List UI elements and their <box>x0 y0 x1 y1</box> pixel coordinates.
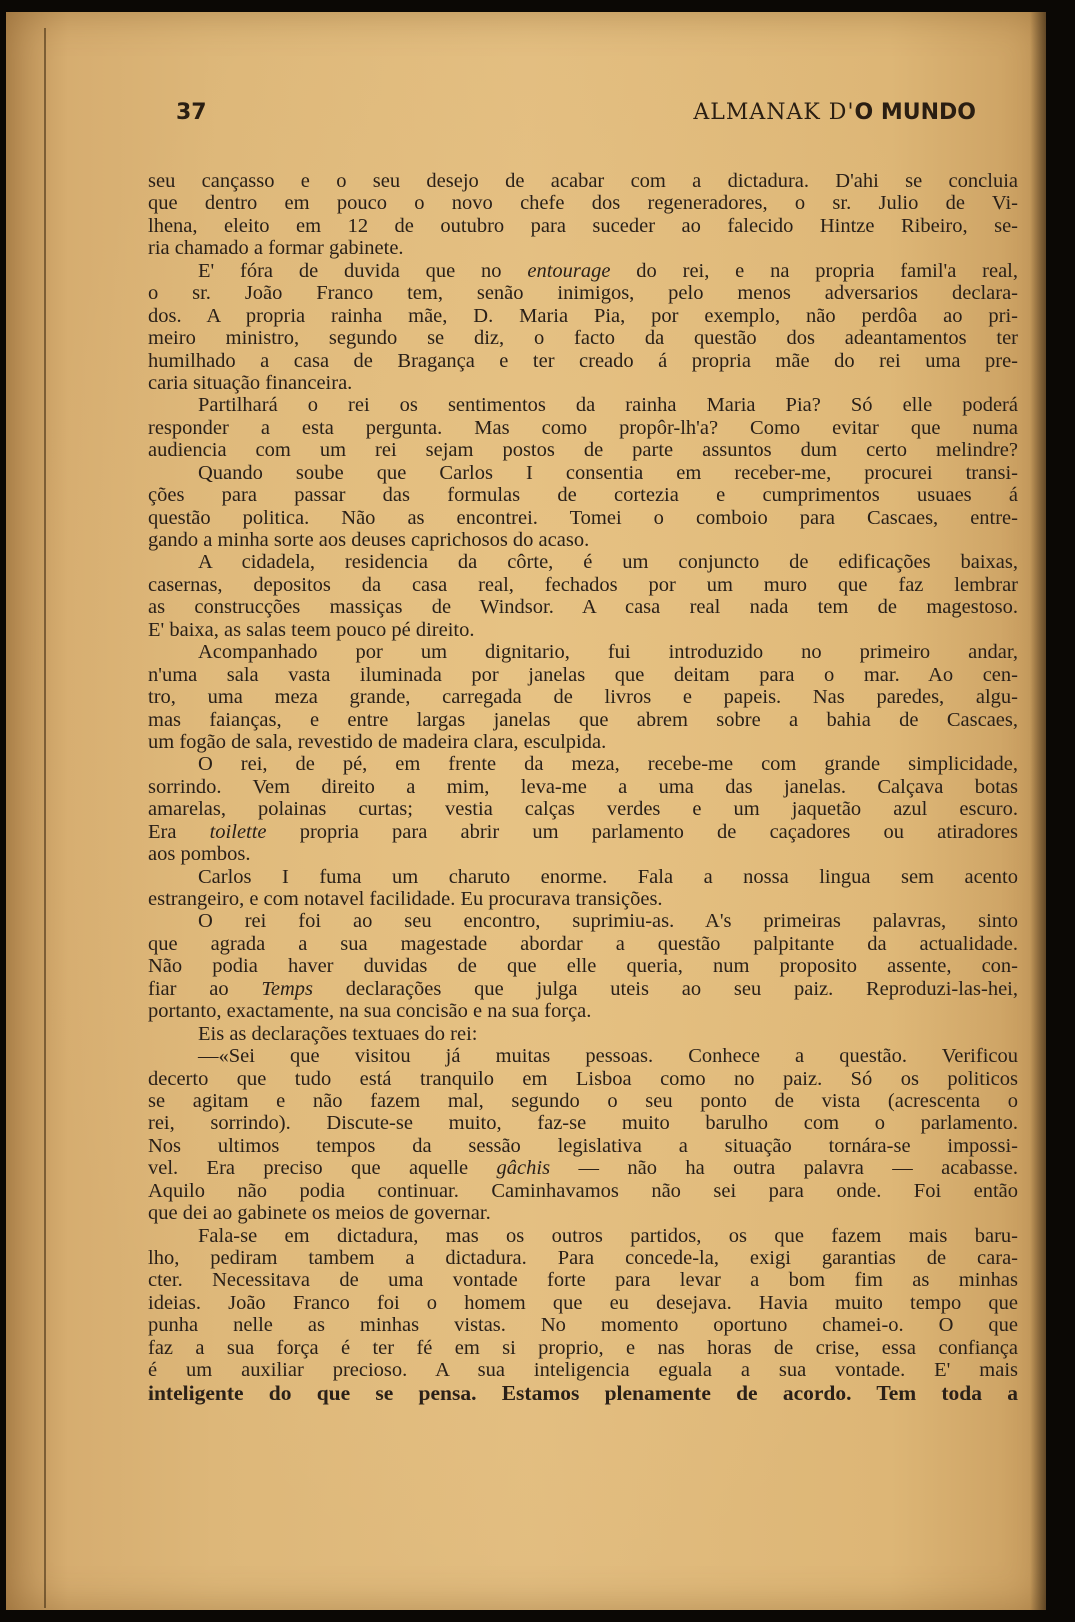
text-line: decerto que tudo está tranquilo em Lisboa como no paiz. Só os politicos <box>148 1067 1018 1090</box>
text-line: casernas, depositos da casa real, fechados por um muro que faz lembrar <box>148 573 1018 596</box>
text-line: aos pombos. <box>148 843 251 866</box>
text-line: E' fóra de duvida que no entourage do rei, e na propria famil'a real, <box>198 259 1018 282</box>
text-line: lho, pediram tambem a dictadura. Para concede-la, exigi garantias de cara- <box>148 1247 1018 1269</box>
running-head-prefix: ALMANAK D' <box>693 100 855 125</box>
text-line: cter. Necessitava de uma vontade forte para levar a bom fim as minhas <box>148 1269 1018 1292</box>
text-line: O rei foi ao seu encontro, suprimiu-as. A's primeiras palavras, sinto <box>198 910 1018 933</box>
text-line: sorrindo. Vem direito a mim, leva-me a uma das janelas. Calçava botas <box>148 775 1018 798</box>
text-line: fiar ao Temps declarações que julga uteis ao seu paiz. Reproduzi-las-hei, <box>148 977 1018 1000</box>
text-line: Acompanhado por um dignitario, fui introduzido no primeiro andar, <box>198 641 1018 664</box>
text-line: tro, uma meza grande, carregada de livros e papeis. Nas paredes, algu- <box>148 686 1018 709</box>
text-line: Fala-se em dictadura, mas os outros partidos, os que fazem mais baru- <box>198 1224 1018 1247</box>
text-line: rei, sorrindo). Discute-se muito, faz-se muito barulho com o parlamento. <box>148 1112 1018 1135</box>
text-line: meiro ministro, segundo se diz, o facto da questão dos adeantamentos ter <box>148 327 1018 350</box>
text-line: que dentro em pouco o novo chefe dos regeneradores, o sr. Julio de Vi- <box>148 192 1018 215</box>
text-line: ções para passar das formulas de cortezia e cumprimentos usuaes á <box>148 484 1018 507</box>
text-line: Eis as declarações textuaes do rei: <box>198 1022 478 1045</box>
text-line: estrangeiro, e com notavel facilidade. Eu procurava transições. <box>148 888 663 910</box>
text-line: é um auxiliar precioso. A sua inteligencia eguala a sua vontade. E' mais <box>148 1359 1018 1382</box>
text-line: que agrada a sua magestade abordar a questão palpitante da actualidade. <box>148 932 1018 955</box>
text-line: Era toilette propria para abrir um parlamento de caçadores ou atiradores <box>148 820 1018 843</box>
text-line: dos. A propria rainha mãe, D. Maria Pia, por exemplo, não perdôa ao pri- <box>148 304 1018 327</box>
running-head <box>693 100 976 125</box>
text-line: —«Sei que visitou já muitas pessoas. Conhece a questão. Verificou <box>198 1045 1018 1068</box>
text-line: Carlos I fuma um charuto enorme. Fala a nossa lingua sem acento <box>198 865 1018 888</box>
italic-term: entourage <box>527 259 611 282</box>
text-line: lhena, eleito em 12 de outubro para suceder ao falecido Hintze Ribeiro, se- <box>148 214 1018 237</box>
text-line: E' baixa, as salas teem pouco pé direito. <box>148 618 475 641</box>
text-line: Nos ultimos tempos da sessão legislativa a situação tornára-se impossi- <box>148 1134 1018 1157</box>
text-line: Partilhará o rei os sentimentos da rainha Maria Pia? Só elle poderá <box>198 394 1018 417</box>
text-line: amarelas, polainas curtas; vestia calças verdes e um jaquetão azul escuro. <box>148 798 1018 821</box>
text-line: n'uma sala vasta iluminada por janelas que deitam para o mar. Ao cen- <box>148 663 1018 686</box>
text-line: portanto, exactamente, na sua concisão e na sua força. <box>148 1000 592 1023</box>
text-line: caria situação financeira. <box>148 371 353 394</box>
italic-term: gâchis <box>496 1157 551 1180</box>
running-head-brand: O MUNDO <box>854 100 976 125</box>
text-line: que dei ao gabinete os meios de governar. <box>148 1202 491 1225</box>
text-line: as construcções massiças de Windsor. A casa real nada tem de magestoso. <box>148 596 1018 619</box>
text-line: responder a esta pergunta. Mas como propôr-lh'a? Como evitar que numa <box>148 416 1018 439</box>
italic-term: toilette <box>209 820 267 843</box>
text-line: inteligente do que se pensa. Estamos plenamente de acordo. Tem toda a <box>148 1380 1018 1405</box>
italic-term: Temps <box>261 977 313 1000</box>
page-gutter <box>44 28 46 1608</box>
text-line: ideias. João Franco foi o homem que eu desejava. Havia muito tempo que <box>148 1291 1018 1314</box>
body-text <box>148 170 1018 1404</box>
text-line: humilhado a casa de Bragança e ter creado á propria mãe do rei uma pre- <box>148 349 1018 372</box>
text-line: um fogão de sala, revestido de madeira clara, esculpida. <box>148 730 607 753</box>
text-line: A cidadela, residencia da côrte, é um conjuncto de edificações baixas, <box>198 551 1018 574</box>
text-line: punha nelle as minhas vistas. No momento oportuno chamei-o. O que <box>148 1314 1018 1337</box>
text-line: faz a sua força é ter fé em si proprio, e nas horas de crise, essa confiança <box>148 1336 1018 1359</box>
text-line: o sr. João Franco tem, senão inimigos, pelo menos adversarios declara- <box>148 282 1018 305</box>
text-line: mas faianças, e entre largas janelas que abrem sobre a bahia de Cascaes, <box>148 708 1018 731</box>
text-line: seu cançasso e o seu desejo de acabar com a dictadura. D'ahi se concluia <box>148 170 1018 192</box>
text-line: vel. Era preciso que aquelle gâchis — não ha outra palavra — acabasse. <box>148 1157 1018 1180</box>
page-number: 37 <box>176 100 207 125</box>
text-line: questão politica. Não as encontrei. Tomei o comboio para Cascaes, entre- <box>148 506 1018 529</box>
page-header <box>176 100 976 130</box>
text-line: O rei, de pé, em frente da meza, recebe-me com grande simplicidade, <box>198 753 1018 776</box>
text-line: Aquilo não podia continuar. Caminhavamos não sei para onde. Foi então <box>148 1179 1018 1202</box>
text-line: se agitam e não fazem mal, segundo o seu ponto de vista (acrescenta o <box>148 1089 1018 1112</box>
text-line: audiencia com um rei sejam postos de parte assuntos dum certo melindre? <box>148 439 1018 462</box>
text-line: ria chamado a formar gabinete. <box>148 237 404 260</box>
book-page <box>6 12 1046 1610</box>
text-line: Quando soube que Carlos I consentia em receber-me, procurei transi- <box>198 461 1018 484</box>
text-line: gando a minha sorte aos deuses caprichosos do acaso. <box>148 529 590 551</box>
page-edge-shadow <box>1030 12 1046 1610</box>
text-line: Não podia haver duvidas de que elle queria, num proposito assente, con- <box>148 955 1018 978</box>
